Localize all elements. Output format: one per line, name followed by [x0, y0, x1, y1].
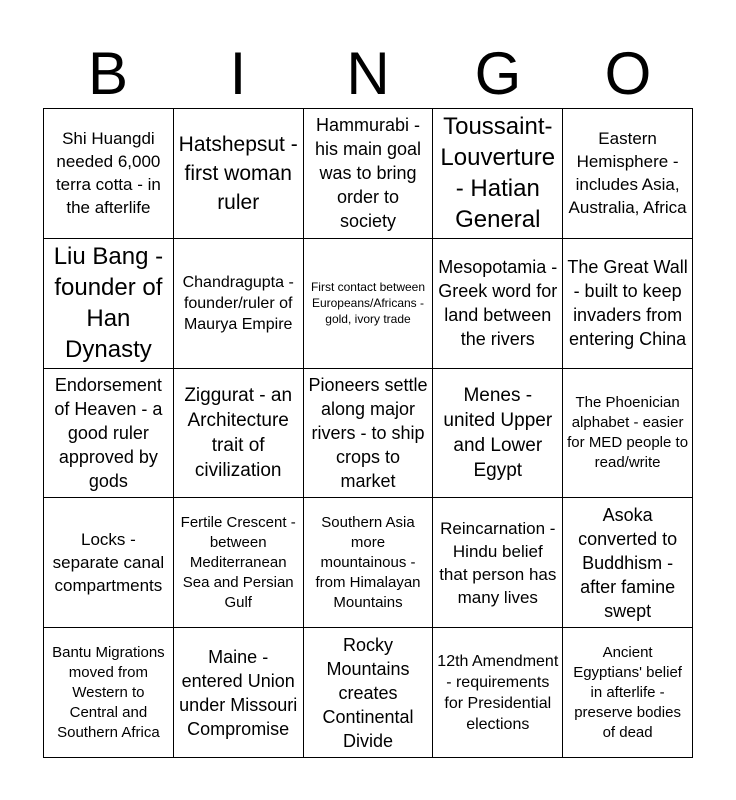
header-letter-i: I: [229, 40, 247, 107]
bingo-cell: [433, 109, 563, 239]
bingo-board: [43, 108, 693, 758]
cell-text: Hatshepsut - first woman ruler: [178, 132, 298, 214]
cell-text: Chandragupta - founder/ruler of Maurya Empire: [182, 273, 294, 333]
bingo-cell: [304, 239, 434, 369]
bingo-cell: [174, 369, 304, 499]
cell-text: Mesopotamia - Greek word for land between the rivers: [438, 257, 558, 350]
bingo-cell: [304, 109, 434, 239]
bingo-cell: [304, 628, 434, 758]
cell-text: Rocky Mountains creates Continental Divide: [322, 634, 414, 751]
bingo-cell: [433, 239, 563, 369]
bingo-cell: [563, 109, 693, 239]
cell-text: Liu Bang - founder of Han Dynasty: [53, 243, 164, 364]
cell-text: Locks - separate canal compartments: [52, 530, 165, 596]
cell-text: Maine - entered Union under Missouri Compromise: [179, 646, 298, 739]
header-letter-b: B: [87, 40, 129, 107]
cell-text: Reincarnation - Hindu belief that person has many lives: [439, 518, 557, 607]
bingo-cell: [44, 628, 174, 758]
bingo-cell: [44, 109, 174, 239]
cell-text: Ziggurat - an Architecture trait of civilization: [184, 384, 293, 481]
bingo-cell: [563, 369, 693, 499]
bingo-cell: [174, 109, 304, 239]
bingo-cell: [44, 239, 174, 369]
cell-text: The Great Wall - built to keep invaders from entering China: [567, 257, 688, 350]
cell-text: The Phoenician alphabet - easier for MED people to read/write: [567, 393, 689, 471]
bingo-header: [43, 40, 693, 108]
cell-text: Endorsement of Heaven - a good ruler approved by gods: [54, 374, 163, 491]
bingo-cell: [563, 628, 693, 758]
cell-text: Bantu Migrations moved from Western to Central and Southern Africa: [52, 643, 165, 741]
bingo-cell: [433, 369, 563, 499]
bingo-cell: [433, 498, 563, 628]
bingo-cell: [304, 498, 434, 628]
cell-text: Shi Huangdi needed 6,000 terra cotta - in the afterlife: [55, 129, 161, 218]
cell-text: Southern Asia more mountainous - from Himalayan Mountains: [315, 513, 421, 611]
bingo-cell: [563, 498, 693, 628]
bingo-cell: [174, 498, 304, 628]
cell-text: Fertile Crescent - between Mediterranean Sea and Persian Gulf: [180, 513, 296, 611]
bingo-cell: [433, 628, 563, 758]
bingo-cell: [304, 369, 434, 499]
cell-text: Toussaint-Louverture - Hatian General: [440, 113, 556, 234]
header-letter-n: N: [346, 40, 390, 107]
cell-text: Ancient Egyptians' belief in afterlife - preserve bodies of dead: [573, 643, 682, 741]
cell-text: Hammurabi - his main goal was to bring order to society: [314, 115, 422, 232]
bingo-cell: [563, 239, 693, 369]
bingo-cell: [174, 628, 304, 758]
cell-text: Pioneers settle along major rivers - to ship crops to market: [308, 374, 428, 491]
bingo-cell: [174, 239, 304, 369]
cell-text: Eastern Hemisphere - includes Asia, Australia, Africa: [568, 129, 687, 218]
cell-text: Asoka converted to Buddhism - after famine swept: [578, 504, 678, 621]
bingo-cell: [44, 498, 174, 628]
cell-text: 12th Amendment - requirements for Presidential elections: [437, 652, 559, 733]
header-letter-g: G: [474, 40, 522, 107]
cell-text: Menes - united Upper and Lower Egypt: [443, 384, 553, 481]
bingo-cell: [44, 369, 174, 499]
header-letter-o: O: [604, 40, 652, 107]
cell-text: First contact between Europeans/Africans - gold, ivory trade: [310, 280, 426, 327]
